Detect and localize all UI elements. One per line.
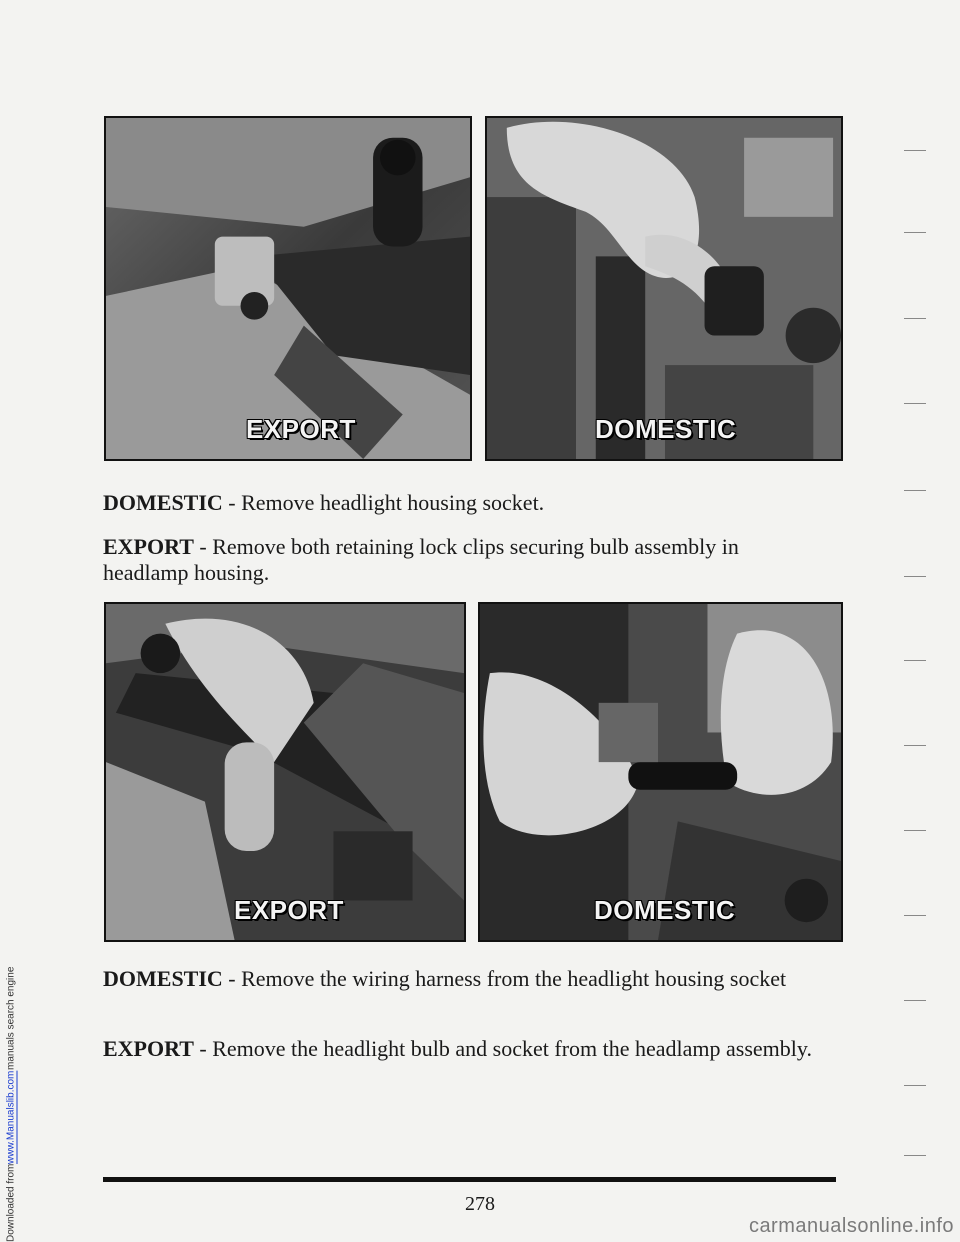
step-domestic-remove-socket — [103, 490, 823, 516]
manualslib-link[interactable]: www.Manualslib.com — [5, 1070, 17, 1164]
edge-mark — [904, 490, 926, 491]
edge-mark — [904, 1155, 926, 1156]
edge-mark — [904, 1000, 926, 1001]
edge-mark — [904, 1085, 926, 1086]
photo-label-domestic: DOMESTIC — [595, 414, 737, 444]
photo-domestic-harness-image — [480, 604, 841, 940]
edge-mark — [904, 830, 926, 831]
edge-mark — [904, 745, 926, 746]
download-source-note — [4, 0, 18, 1242]
photo-label-domestic: DOMESTIC — [594, 895, 736, 925]
step-text: - Remove both retaining lock clips securing bulb assembly in headlamp housing. — [103, 534, 739, 585]
step-text: - Remove the headlight bulb and socket from the headlamp assembly. — [193, 1036, 812, 1061]
step-export-remove-bulb — [103, 1036, 823, 1062]
edge-mark — [904, 403, 926, 404]
photo-domestic-harness — [478, 602, 843, 942]
page-number: 278 — [465, 1193, 495, 1215]
watermark: carmanualsonline.info — [748, 1215, 954, 1237]
edge-mark — [904, 150, 926, 151]
step-text: - Remove the wiring harness from the headlight housing socket — [222, 966, 787, 991]
photo-export-image — [106, 118, 470, 459]
photo-export-bulb-image — [106, 604, 464, 940]
photo-export-bulb-removal — [104, 602, 466, 942]
photo-label-export: EXPORT — [234, 895, 344, 925]
edge-mark — [904, 660, 926, 661]
edge-mark — [904, 915, 926, 916]
step-domestic-remove-harness — [103, 966, 823, 992]
step-keyword: DOMESTIC — [103, 490, 223, 515]
step-keyword: EXPORT — [103, 1036, 194, 1061]
step-keyword: DOMESTIC — [103, 966, 223, 991]
step-export-remove-clips — [103, 534, 823, 586]
step-keyword: EXPORT — [103, 534, 194, 559]
download-suffix: manuals search engine — [5, 966, 17, 1071]
photo-label-export: EXPORT — [246, 414, 356, 444]
footer-rule — [103, 1177, 836, 1182]
edge-mark — [904, 232, 926, 233]
photo-export-lock-clips — [104, 116, 472, 461]
download-prefix: Downloaded from — [5, 1163, 17, 1242]
edge-mark — [904, 318, 926, 319]
photo-domestic-socket — [485, 116, 843, 461]
edge-mark — [904, 576, 926, 577]
step-text: - Remove headlight housing socket. — [222, 490, 545, 515]
photo-domestic-image — [487, 118, 841, 459]
